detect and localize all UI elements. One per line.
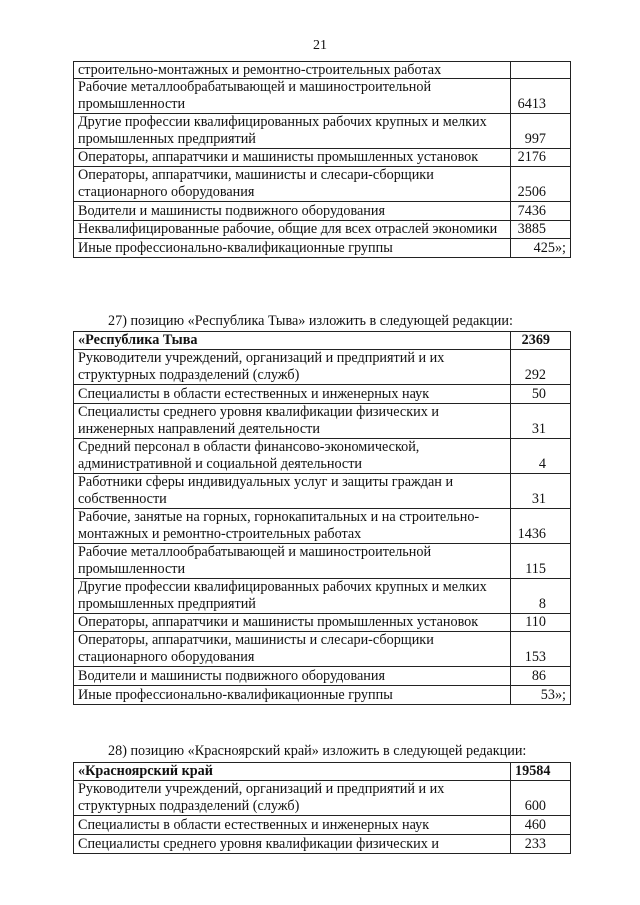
profession-group-cell: Руководители учреждений, организаций и предприятий и их структурных подразделений (служб) — [74, 350, 511, 385]
count-cell — [511, 62, 571, 79]
profession-group-cell: Водители и машинисты подвижного оборудования — [74, 667, 511, 686]
profession-group-cell: Операторы, аппаратчики и машинисты промышленных установок — [74, 149, 511, 167]
table-row — [74, 114, 571, 149]
table-row — [74, 474, 571, 509]
profession-group-cell: Другие профессии квалифицированных рабочих крупных и мелких промышленных предприятий — [74, 114, 511, 149]
page-number: 21 — [313, 38, 327, 53]
count-cell: 6413 — [511, 79, 571, 114]
table-row — [74, 350, 571, 385]
count-cell: 110 — [511, 614, 571, 632]
paragraph-27: 27) позицию «Республика Тыва» изложить в следующей редакции: — [108, 313, 513, 329]
region-name-cell: «Республика Тыва — [74, 332, 511, 350]
table-row — [74, 667, 571, 686]
table-row — [74, 579, 571, 614]
table-row — [74, 79, 571, 114]
profession-group-cell: Руководители учреждений, организаций и предприятий и их структурных подразделений (служб) — [74, 781, 511, 816]
count-cell: 425»; — [511, 239, 571, 258]
profession-group-cell: Специалисты в области естественных и инженерных наук — [74, 385, 511, 404]
profession-group-cell: Рабочие металлообрабатывающей и машиностроительной промышленности — [74, 544, 511, 579]
table-row — [74, 816, 571, 835]
table-row — [74, 239, 571, 258]
count-cell: 233 — [511, 835, 571, 854]
profession-group-cell: строительно-монтажных и ремонтно-строительных работах — [74, 62, 511, 79]
table-row — [74, 632, 571, 667]
count-cell: 153 — [511, 632, 571, 667]
paragraph-28: 28) позицию «Красноярский край» изложить в следующей редакции: — [108, 743, 527, 759]
profession-group-cell: Средний персонал в области финансово-экономической, административной и социальной деятельности — [74, 439, 511, 474]
count-cell: 50 — [511, 385, 571, 404]
table-row — [74, 763, 571, 781]
profession-group-cell: Неквалифицированные рабочие, общие для всех отраслей экономики — [74, 221, 511, 239]
profession-group-cell: Рабочие, занятые на горных, горнокапитальных и на строительно-монтажных и ремонтно-строительных работах — [74, 509, 511, 544]
count-cell: 31 — [511, 474, 571, 509]
profession-group-cell: Водители и машинисты подвижного оборудования — [74, 202, 511, 221]
table-row — [74, 835, 571, 854]
table-3 — [73, 762, 571, 854]
profession-group-cell: Операторы, аппаратчики и машинисты промышленных установок — [74, 614, 511, 632]
count-cell: 997 — [511, 114, 571, 149]
table-row — [74, 167, 571, 202]
count-cell: 7436 — [511, 202, 571, 221]
count-cell: 600 — [511, 781, 571, 816]
table-row — [74, 439, 571, 474]
count-cell: 31 — [511, 404, 571, 439]
profession-group-cell: Рабочие металлообрабатывающей и машиностроительной промышленности — [74, 79, 511, 114]
table-row — [74, 614, 571, 632]
profession-group-cell: Операторы, аппаратчики, машинисты и слесари-сборщики стационарного оборудования — [74, 632, 511, 667]
profession-group-cell: Другие профессии квалифицированных рабочих крупных и мелких промышленных предприятий — [74, 579, 511, 614]
profession-group-cell: Специалисты среднего уровня квалификации физических и инженерных направлений деятельности — [74, 404, 511, 439]
count-cell: 53»; — [511, 686, 571, 705]
count-cell: 4 — [511, 439, 571, 474]
table-row — [74, 149, 571, 167]
count-cell: 115 — [511, 544, 571, 579]
table-row — [74, 62, 571, 79]
table-row — [74, 221, 571, 239]
profession-group-cell: Операторы, аппаратчики, машинисты и слесари-сборщики стационарного оборудования — [74, 167, 511, 202]
table-row — [74, 332, 571, 350]
table-row — [74, 509, 571, 544]
count-cell: 8 — [511, 579, 571, 614]
region-name-cell: «Красноярский край — [74, 763, 511, 781]
table-row — [74, 404, 571, 439]
table-row — [74, 544, 571, 579]
table-row — [74, 385, 571, 404]
table-1 — [73, 61, 571, 258]
count-cell: 86 — [511, 667, 571, 686]
table-row — [74, 781, 571, 816]
table-2 — [73, 331, 571, 705]
profession-group-cell: Иные профессионально-квалификационные группы — [74, 686, 511, 705]
table-row — [74, 686, 571, 705]
profession-group-cell: Иные профессионально-квалификационные группы — [74, 239, 511, 258]
count-cell: 460 — [511, 816, 571, 835]
profession-group-cell: Специалисты среднего уровня квалификации физических и — [74, 835, 511, 854]
count-cell: 3885 — [511, 221, 571, 239]
table-row — [74, 202, 571, 221]
count-cell: 292 — [511, 350, 571, 385]
profession-group-cell: Работники сферы индивидуальных услуг и защиты граждан и собственности — [74, 474, 511, 509]
count-cell: 2506 — [511, 167, 571, 202]
region-total-cell: 19584 — [511, 763, 571, 781]
count-cell: 2176 — [511, 149, 571, 167]
profession-group-cell: Специалисты в области естественных и инженерных наук — [74, 816, 511, 835]
region-total-cell: 2369 — [511, 332, 571, 350]
count-cell: 1436 — [511, 509, 571, 544]
